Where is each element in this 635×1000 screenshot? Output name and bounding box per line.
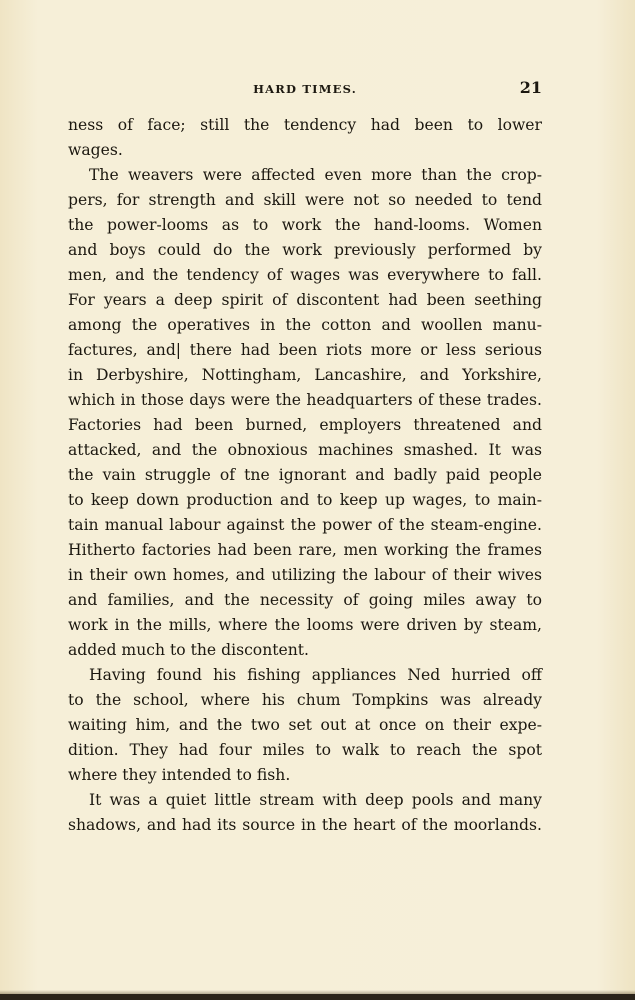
text-line: ness of face; still the tendency had been to lower: [68, 116, 542, 134]
text-line: Factories had been burned, employers threatened and: [68, 416, 542, 434]
text-line: pers, for strength and skill were not so needed to tend: [68, 191, 542, 209]
text-line: where they intended to fish.: [68, 766, 291, 784]
text-line: work in the mills, where the looms were driven by steam,: [68, 616, 542, 634]
text-line: to keep down production and to keep up wages, to main-: [68, 491, 542, 509]
page-number: 21: [519, 78, 542, 97]
text-line: shadows, and had its source in the heart of the moorlands.: [68, 816, 542, 834]
text-line: among the operatives in the cotton and woollen manu-: [68, 316, 542, 334]
text-line: dition. They had four miles to walk to reach the spot: [68, 741, 542, 759]
page-bottom-edge: [0, 994, 635, 1000]
text-line: in Derbyshire, Nottingham, Lancashire, and Yorkshire,: [68, 366, 542, 384]
text-line: factures, and| there had been riots more or less serious: [68, 341, 542, 359]
text-line: tain manual labour against the power of the steam-engine.: [68, 516, 542, 534]
text-line: waiting him, and the two set out at once on their expe-: [68, 716, 542, 734]
text-line: The weavers were affected even more than the crop-: [89, 166, 542, 184]
text-line: the power-looms as to work the hand-looms. Women: [68, 216, 542, 234]
body-text: [68, 113, 542, 838]
page-header: [68, 78, 542, 100]
text-line: wages.: [68, 141, 123, 159]
text-line: Hitherto factories had been rare, men working the frames: [68, 541, 542, 559]
text-line: It was a quiet little stream with deep pools and many: [89, 791, 542, 809]
text-line: which in those days were the headquarters of these trades.: [68, 391, 542, 409]
text-line: to the school, where his chum Tompkins was already: [68, 691, 542, 709]
text-line: the vain struggle of tne ignorant and badly paid people: [68, 466, 542, 484]
text-line: and families, and the necessity of going miles away to: [68, 591, 542, 609]
text-line: For years a deep spirit of discontent had been seething: [68, 291, 542, 309]
text-line: added much to the discontent.: [68, 641, 309, 659]
text-line: men, and the tendency of wages was everywhere to fall.: [68, 266, 542, 284]
text-line: Having found his fishing appliances Ned hurried off: [89, 666, 542, 684]
running-title: HARD TIMES.: [253, 82, 357, 96]
text-line: in their own homes, and utilizing the labour of their wives: [68, 566, 542, 584]
text-line: and boys could do the work previously performed by: [68, 241, 542, 259]
text-line: attacked, and the obnoxious machines smashed. It was: [68, 441, 542, 459]
